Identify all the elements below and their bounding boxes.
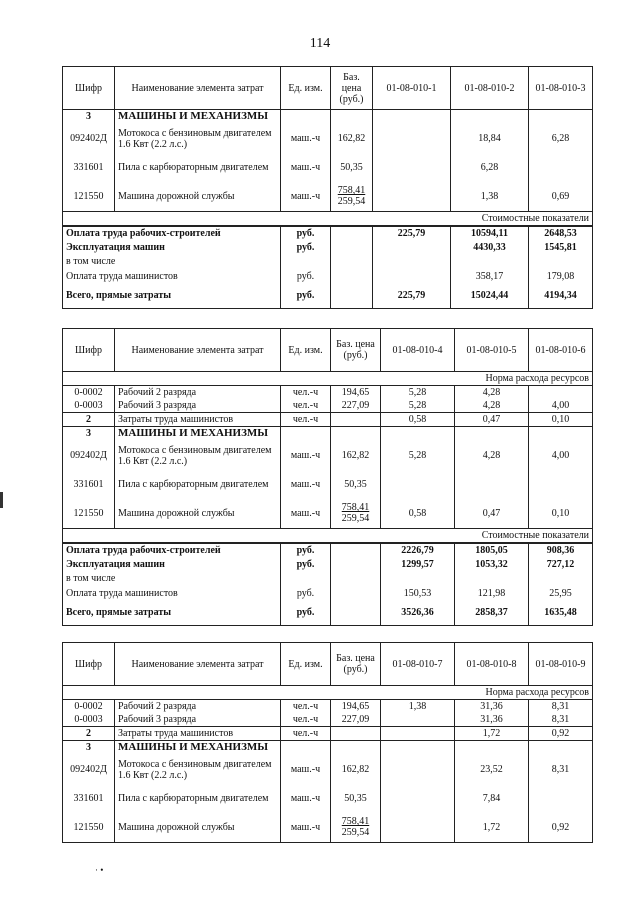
row-price: 194,65	[331, 700, 381, 714]
row-value-3: 0,92	[529, 813, 593, 843]
cost-value-3: 1635,48	[529, 601, 593, 625]
table-row	[63, 399, 593, 413]
row-name: Пила с карбюраторным двигателем	[115, 471, 281, 499]
table-row	[63, 154, 593, 182]
header-col-2: 01-08-010-5	[455, 329, 529, 372]
row-value-2: 0,47	[455, 413, 529, 427]
price-bottom: 259,54	[337, 196, 366, 208]
cost-name: Оплата труда машинистов	[63, 585, 281, 601]
row-price: 50,35	[331, 785, 381, 813]
row-value-2: 7,84	[455, 785, 529, 813]
table-header	[63, 67, 593, 110]
row-name: Мотокоса с бензиновым двигателем 1.6 Квт (2.2 л.с.)	[115, 755, 281, 785]
section-code: 3	[63, 427, 115, 441]
header-unit: Ед. изм.	[281, 643, 331, 686]
section-row	[63, 110, 593, 124]
table-row	[63, 785, 593, 813]
row-value-3: 4,00	[529, 441, 593, 471]
row-price: 194,65	[331, 386, 381, 400]
row-value-3: 0,10	[529, 413, 593, 427]
row-value-1	[381, 471, 455, 499]
header-code: Шифр	[63, 643, 115, 686]
row-value-1: 0,58	[381, 499, 455, 529]
row-value-1: 5,28	[381, 399, 455, 413]
cost-value-1: 3526,36	[381, 601, 455, 625]
row-value-2: 23,52	[455, 755, 529, 785]
header-unit: Ед. изм.	[281, 67, 331, 110]
row-price: 162,82	[331, 124, 373, 154]
cost-row	[63, 585, 593, 601]
cost-value-3: 25,95	[529, 585, 593, 601]
cost-unit: руб.	[281, 284, 331, 308]
row-name: Пила с карбюраторным двигателем	[115, 154, 281, 182]
cost-row	[63, 254, 593, 268]
row-value-3	[529, 386, 593, 400]
row-unit: чел.-ч	[281, 386, 331, 400]
cost-value-1	[373, 240, 451, 254]
table-row	[63, 441, 593, 471]
row-value-1: 5,28	[381, 441, 455, 471]
cost-value-2: 4430,33	[451, 240, 529, 254]
cost-name: Эксплуатация машин	[63, 240, 281, 254]
price-top: 758,41	[337, 185, 366, 197]
row-value-1	[373, 154, 451, 182]
row-name: Машина дорожной службы	[115, 813, 281, 843]
cost-unit: руб.	[281, 557, 331, 571]
row-code: 2	[63, 727, 115, 741]
row-code: 2	[63, 413, 115, 427]
scan-mark: · •	[95, 865, 104, 875]
row-code: 092402Д	[63, 441, 115, 471]
row-value-1: 1,38	[381, 700, 455, 714]
row-value-2: 4,28	[455, 441, 529, 471]
row-name: Затраты труда машинистов	[115, 727, 281, 741]
table-row	[63, 499, 593, 529]
row-value-3: 0,92	[529, 727, 593, 741]
norm-band-row	[63, 686, 593, 700]
price-top: 758,41	[341, 502, 370, 514]
row-price	[331, 182, 373, 212]
table-row	[63, 386, 593, 400]
row-code: 121550	[63, 499, 115, 529]
header-code: Шифр	[63, 329, 115, 372]
row-code: 0-0003	[63, 713, 115, 727]
row-value-3: 6,28	[529, 124, 593, 154]
cost-name: Эксплуатация машин	[63, 557, 281, 571]
row-value-1	[381, 713, 455, 727]
header-col-3: 01-08-010-6	[529, 329, 593, 372]
cost-row	[63, 543, 593, 557]
row-unit: маш.-ч	[281, 154, 331, 182]
row-unit: чел.-ч	[281, 413, 331, 427]
row-value-3	[529, 471, 593, 499]
row-unit: маш.-ч	[281, 813, 331, 843]
row-value-3: 8,31	[529, 713, 593, 727]
row-name: Машина дорожной службы	[115, 182, 281, 212]
cost-name: Оплата труда машинистов	[63, 268, 281, 284]
cost-name: Оплата труда рабочих-строителей	[63, 226, 281, 240]
cost-name: Всего, прямые затраты	[63, 601, 281, 625]
price-bottom: 259,54	[341, 827, 370, 839]
row-code: 331601	[63, 154, 115, 182]
row-value-1: 0,58	[381, 413, 455, 427]
row-value-1	[381, 785, 455, 813]
row-unit: чел.-ч	[281, 700, 331, 714]
row-value-3: 0,10	[529, 499, 593, 529]
cost-value-2: 121,98	[455, 585, 529, 601]
section-title: МАШИНЫ И МЕХАНИЗМЫ	[115, 741, 281, 755]
row-unit: маш.-ч	[281, 182, 331, 212]
row-name: Мотокоса с бензиновым двигателем 1.6 Квт (2.2 л.с.)	[115, 441, 281, 471]
row-code: 121550	[63, 182, 115, 212]
row-code: 0-0002	[63, 700, 115, 714]
row-unit: маш.-ч	[281, 441, 331, 471]
row-code: 0-0002	[63, 386, 115, 400]
cost-row	[63, 226, 593, 240]
row-value-3	[529, 154, 593, 182]
row-value-2	[455, 471, 529, 499]
section-title: МАШИНЫ И МЕХАНИЗМЫ	[115, 110, 281, 124]
row-value-1	[373, 182, 451, 212]
page-number: 114	[309, 36, 331, 51]
cost-unit: руб.	[281, 226, 331, 240]
section-row	[63, 427, 593, 441]
cost-value-2: 1053,32	[455, 557, 529, 571]
row-code: 331601	[63, 471, 115, 499]
row-price: 50,35	[331, 471, 381, 499]
table-row	[63, 700, 593, 714]
row-code: 092402Д	[63, 124, 115, 154]
table-row	[63, 755, 593, 785]
cost-value-3: 908,36	[529, 543, 593, 557]
section-title: МАШИНЫ И МЕХАНИЗМЫ	[115, 427, 281, 441]
row-price: 227,09	[331, 713, 381, 727]
header-col-1: 01-08-010-7	[381, 643, 455, 686]
row-value-2: 4,28	[455, 386, 529, 400]
cost-unit: руб.	[281, 543, 331, 557]
cost-value-3: 179,08	[529, 268, 593, 284]
cost-value-1: 150,53	[381, 585, 455, 601]
row-value-3: 8,31	[529, 755, 593, 785]
row-value-1: 5,28	[381, 386, 455, 400]
table-row	[63, 413, 593, 427]
row-value-1	[373, 124, 451, 154]
norm-band-row	[63, 372, 593, 386]
header-col-3: 01-08-010-3	[529, 67, 593, 110]
row-name: Рабочий 2 разряда	[115, 700, 281, 714]
cost-value-2: 10594,11	[451, 226, 529, 240]
row-price: 50,35	[331, 154, 373, 182]
header-col-1: 01-08-010-4	[381, 329, 455, 372]
row-value-1	[381, 813, 455, 843]
section-row	[63, 741, 593, 755]
table-row	[63, 124, 593, 154]
price-bottom: 259,54	[341, 513, 370, 525]
row-unit: чел.-ч	[281, 727, 331, 741]
cost-value-2: 358,17	[451, 268, 529, 284]
table-row	[63, 813, 593, 843]
cost-value-1: 225,79	[373, 226, 451, 240]
price-top: 758,41	[341, 816, 370, 828]
header-name: Наименование элемента затрат	[115, 329, 281, 372]
row-unit: чел.-ч	[281, 713, 331, 727]
cost-row	[63, 571, 593, 585]
cost-name: Всего, прямые затраты	[63, 284, 281, 308]
cost-value-3: 4194,34	[529, 284, 593, 308]
section-code: 3	[63, 741, 115, 755]
row-code: 331601	[63, 785, 115, 813]
row-code: 092402Д	[63, 755, 115, 785]
header-col-2: 01-08-010-8	[455, 643, 529, 686]
row-value-1	[381, 755, 455, 785]
norm-label: Норма расхода ресурсов	[381, 686, 593, 700]
row-name: Мотокоса с бензиновым двигателем 1.6 Квт (2.2 л.с.)	[115, 124, 281, 154]
row-name: Рабочий 3 разряда	[115, 713, 281, 727]
resource-table-2	[62, 328, 593, 626]
row-value-3: 8,31	[529, 700, 593, 714]
row-price: 162,82	[331, 441, 381, 471]
table-row	[63, 182, 593, 212]
row-price	[331, 499, 381, 529]
row-value-2: 1,38	[451, 182, 529, 212]
header-col-2: 01-08-010-2	[451, 67, 529, 110]
cost-row	[63, 240, 593, 254]
header-name: Наименование элемента затрат	[115, 67, 281, 110]
row-price	[331, 813, 381, 843]
row-price: 162,82	[331, 755, 381, 785]
cost-value-1: 2226,79	[381, 543, 455, 557]
row-name: Рабочий 3 разряда	[115, 399, 281, 413]
cost-row	[63, 557, 593, 571]
cost-value-2: 2858,37	[455, 601, 529, 625]
header-price: Баз. цена (руб.)	[331, 643, 381, 686]
row-unit: чел.-ч	[281, 399, 331, 413]
cost-unit: руб.	[281, 240, 331, 254]
row-value-3: 0,69	[529, 182, 593, 212]
table-header	[63, 329, 593, 372]
row-unit: маш.-ч	[281, 755, 331, 785]
table-row	[63, 471, 593, 499]
cost-name: Оплата труда рабочих-строителей	[63, 543, 281, 557]
row-value-2: 1,72	[455, 813, 529, 843]
row-price	[331, 727, 381, 741]
cost-label: Стоимостные показатели	[373, 212, 593, 227]
norm-label: Норма расхода ресурсов	[381, 372, 593, 386]
row-name: Машина дорожной службы	[115, 499, 281, 529]
cost-value-1: 225,79	[373, 284, 451, 308]
header-name: Наименование элемента затрат	[115, 643, 281, 686]
header-price: Баз. цена (руб.)	[331, 67, 373, 110]
row-value-2: 4,28	[455, 399, 529, 413]
row-value-2: 31,36	[455, 700, 529, 714]
row-price	[331, 413, 381, 427]
row-name: Пила с карбюраторным двигателем	[115, 785, 281, 813]
row-value-2: 18,84	[451, 124, 529, 154]
table-row	[63, 713, 593, 727]
cost-value-1	[373, 268, 451, 284]
header-col-1: 01-08-010-1	[373, 67, 451, 110]
row-value-2: 31,36	[455, 713, 529, 727]
row-value-2: 1,72	[455, 727, 529, 741]
row-value-2: 6,28	[451, 154, 529, 182]
cost-unit: руб.	[281, 268, 331, 284]
cost-name: в том числе	[63, 571, 281, 585]
scan-artifact	[0, 492, 3, 508]
cost-total-row	[63, 601, 593, 625]
row-price: 227,09	[331, 399, 381, 413]
header-unit: Ед. изм.	[281, 329, 331, 372]
cost-label: Стоимостные показатели	[381, 529, 593, 544]
row-value-3	[529, 785, 593, 813]
cost-name: в том числе	[63, 254, 281, 268]
header-col-3: 01-08-010-9	[529, 643, 593, 686]
resource-table-1	[62, 66, 593, 309]
header-code: Шифр	[63, 67, 115, 110]
cost-value-3: 2648,53	[529, 226, 593, 240]
header-price: Баз. цена (руб.)	[331, 329, 381, 372]
cost-total-row	[63, 284, 593, 308]
cost-value-1: 1299,57	[381, 557, 455, 571]
row-name: Затраты труда машинистов	[115, 413, 281, 427]
cost-value-2: 15024,44	[451, 284, 529, 308]
row-unit: маш.-ч	[281, 785, 331, 813]
row-code: 0-0003	[63, 399, 115, 413]
row-unit: маш.-ч	[281, 471, 331, 499]
row-code: 121550	[63, 813, 115, 843]
cost-row	[63, 268, 593, 284]
cost-unit: руб.	[281, 585, 331, 601]
table-header	[63, 643, 593, 686]
row-value-1	[381, 727, 455, 741]
cost-value-2: 1805,05	[455, 543, 529, 557]
table-row	[63, 727, 593, 741]
cost-unit: руб.	[281, 601, 331, 625]
cost-value-3: 727,12	[529, 557, 593, 571]
row-value-3: 4,00	[529, 399, 593, 413]
cost-band-row	[63, 529, 593, 544]
resource-table-3	[62, 642, 593, 843]
row-value-2: 0,47	[455, 499, 529, 529]
cost-value-3: 1545,81	[529, 240, 593, 254]
section-code: 3	[63, 110, 115, 124]
row-unit: маш.-ч	[281, 499, 331, 529]
row-name: Рабочий 2 разряда	[115, 386, 281, 400]
cost-band-row	[63, 212, 593, 227]
row-unit: маш.-ч	[281, 124, 331, 154]
